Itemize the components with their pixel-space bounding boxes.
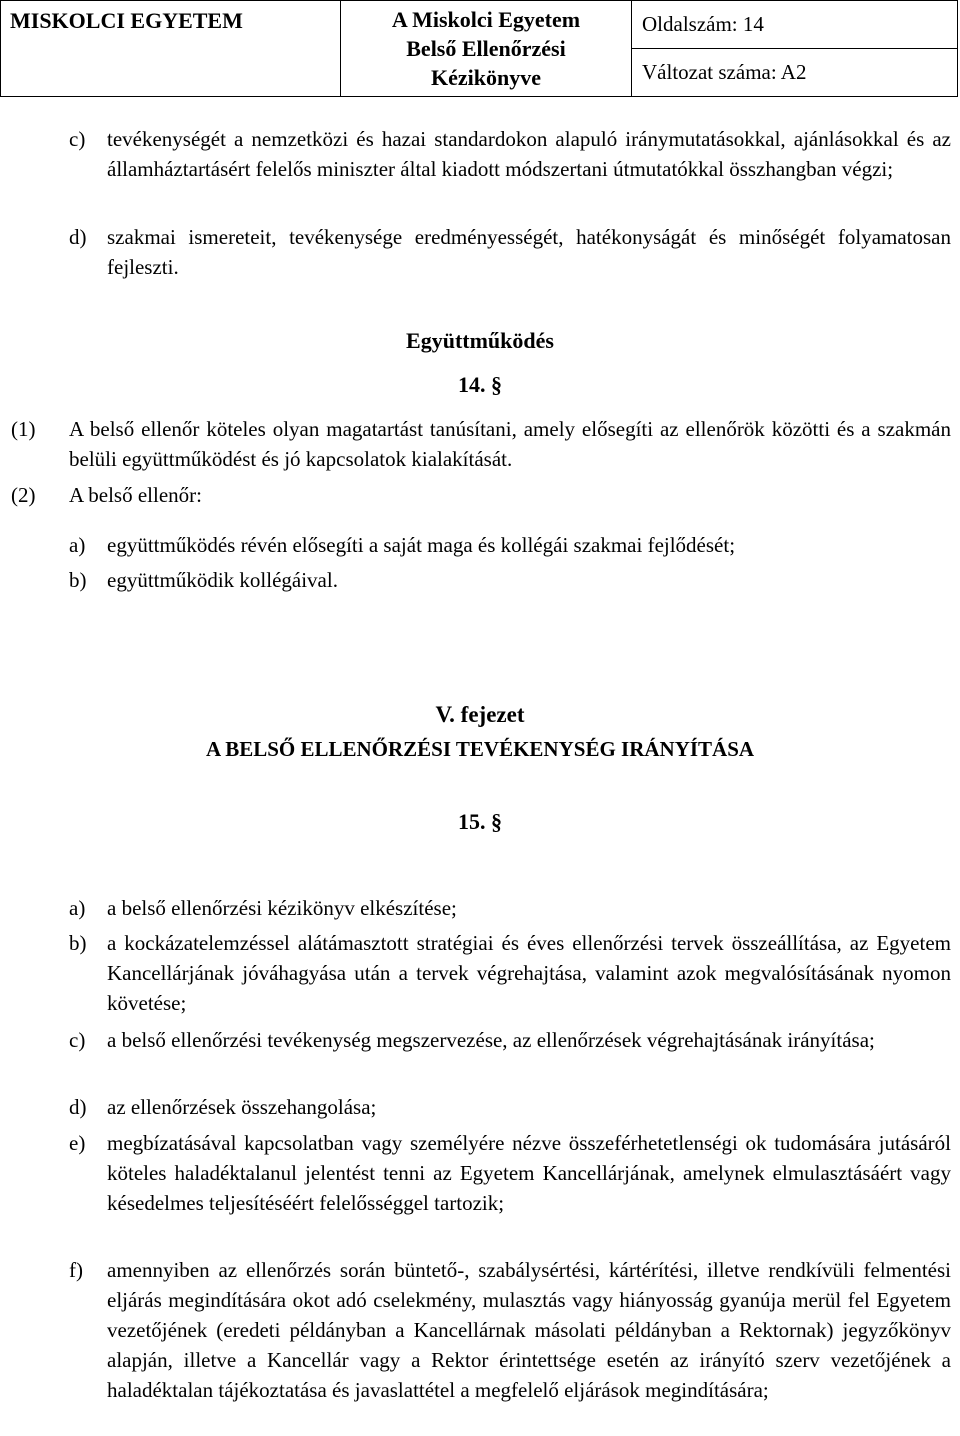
list-item-text: az ellenőrzések összehangolása; bbox=[107, 1095, 377, 1119]
list-item-label: c) bbox=[69, 127, 86, 151]
page-number-label: Oldalszám: bbox=[642, 12, 738, 36]
list-item-label: b) bbox=[69, 568, 87, 592]
paragraph-text: A belső ellenőr köteles olyan magatartást tanúsítani, amely elősegíti az ellenőrök közötti és a szakmán belüli együttműködést és jó kapcsolatok kialakítását. bbox=[69, 417, 951, 471]
list-item-text: együttműködik kollégáival. bbox=[107, 568, 338, 592]
list-item-label: c) bbox=[69, 1028, 86, 1052]
section-number: 14. § bbox=[458, 372, 502, 397]
list-item bbox=[69, 1025, 951, 1055]
list-item bbox=[69, 928, 951, 1018]
list-item bbox=[69, 1092, 951, 1122]
paragraph bbox=[11, 480, 951, 510]
list-item-text: megbízatásával kapcsolatban vagy személyére nézve összeférhetetlenségi ok tudomására jutásáról köteles haladéktalanul jelentést tenni az Egyetem Kancellárjának, amelynek elmulasztásáért vagy késedelmes teljesítéséért felelősséggel tartozik; bbox=[107, 1131, 951, 1215]
list-item-text: együttműködés révén elősegíti a saját maga és kollégái szakmai fejlődését; bbox=[107, 533, 736, 557]
chapter-subtitle: A BELSŐ ELLENŐRZÉSI TEVÉKENYSÉG IRÁNYÍTÁSA bbox=[205, 737, 755, 761]
list-item bbox=[69, 530, 951, 560]
list-item bbox=[69, 893, 951, 923]
list-item-label: d) bbox=[69, 1095, 87, 1119]
section-heading: Együttműködés bbox=[406, 328, 554, 353]
list-item bbox=[69, 565, 951, 595]
page-number: 14 bbox=[742, 12, 764, 36]
list-item bbox=[69, 1255, 951, 1405]
version-value: A2 bbox=[780, 60, 807, 84]
list-item-label: d) bbox=[69, 225, 87, 249]
list-item-label: e) bbox=[69, 1131, 86, 1155]
list-item-label: f) bbox=[69, 1258, 83, 1282]
university-name: MISKOLCI EGYETEM bbox=[10, 8, 243, 33]
section-number: 15. § bbox=[458, 809, 502, 834]
list-item-label: a) bbox=[69, 896, 86, 920]
version-label: Változat száma: bbox=[642, 60, 777, 84]
list-item-label: a) bbox=[69, 533, 86, 557]
list-item bbox=[69, 222, 951, 282]
list-item-text: a belső ellenőrzési tevékenység megszervezése, az ellenőrzések végrehajtásának irányítása; bbox=[107, 1028, 875, 1052]
list-item bbox=[69, 124, 951, 184]
list-item-text: amennyiben az ellenőrzés során büntető-, szabálysértési, kártérítési, illetve rendkívüli felmentési eljárás megindítására okot adó cselekmény, mulasztás vagy hiányosság gyanúja merül fel Egyetem vezetőjének (eredeti példányban a Kancellárnak másolati példányban a Rektornak) jegyzőkönyv alapján, illetve a Kancellár vagy a Rektor érintettsége esetén az irányító szerv vezetőjének a haladéktalan tájékoztatása és javaslattétel a megfelelő eljárások megindítására; bbox=[107, 1258, 951, 1402]
paragraph-text: A belső ellenőr: bbox=[69, 483, 202, 507]
document-title-line2: Belső Ellenőrzési bbox=[406, 36, 566, 61]
list-item-text: tevékenységét a nemzetközi és hazai standardokon alapuló iránymutatásokkal, ajánlásokkal és az államháztartásért felelős miniszter által kiadott módszertani útmutatókkal összhangban végzi; bbox=[107, 127, 951, 181]
list-item-text: a belső ellenőrzési kézikönyv elkészítése; bbox=[107, 896, 457, 920]
list-item bbox=[69, 1128, 951, 1218]
paragraph-label: (2) bbox=[11, 483, 36, 507]
paragraph bbox=[11, 414, 951, 474]
paragraph-label: (1) bbox=[11, 417, 36, 441]
list-item-text: a kockázatelemzéssel alátámasztott stratégiai és éves ellenőrzési tervek összeállítása, az Egyetem Kancellárjának jóváhagyása után a tervek végrehajtása, valamint azok megvalósításának nyomon követése; bbox=[107, 931, 951, 1015]
list-item-text: szakmai ismereteit, tevékenysége eredményességét, hatékonyságát és minőségét folyamatosan fejleszti. bbox=[107, 225, 951, 279]
document-title-line1: A Miskolci Egyetem bbox=[391, 7, 581, 32]
list-item-label: b) bbox=[69, 931, 87, 955]
document-title-line3: Kézikönyve bbox=[431, 65, 541, 90]
chapter-title: V. fejezet bbox=[435, 702, 525, 727]
